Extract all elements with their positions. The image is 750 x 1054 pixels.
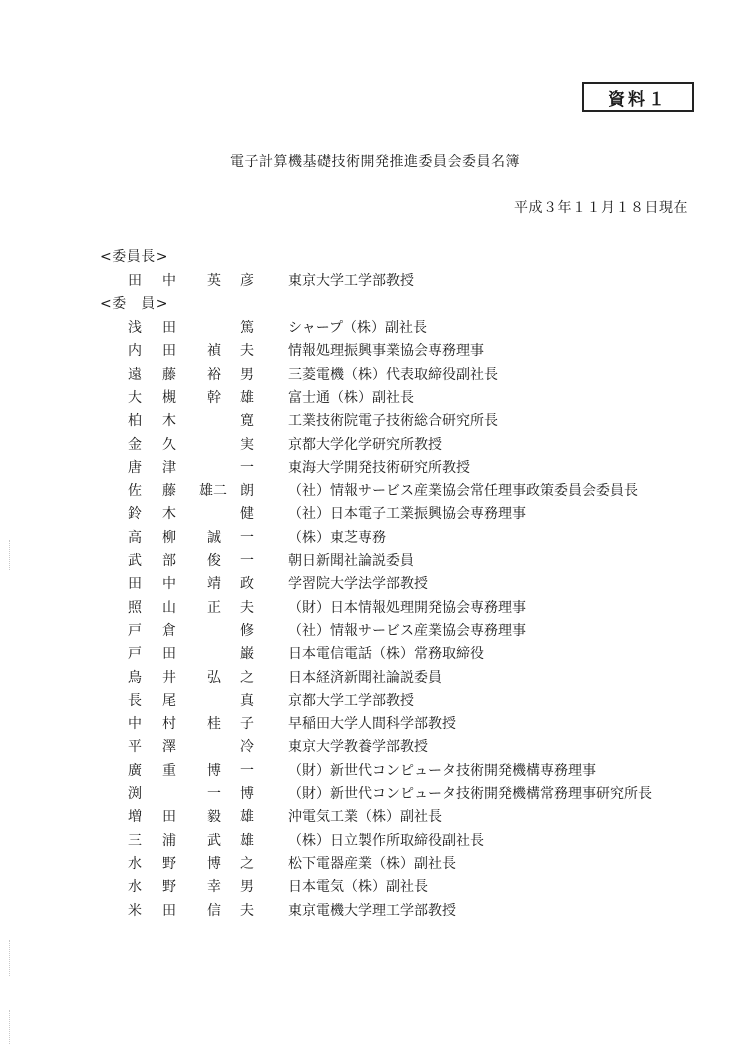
name-part: 田 — [162, 809, 176, 826]
name-part: 米 — [128, 902, 142, 919]
name-part: 修 — [240, 622, 254, 639]
name-part: 幸 — [207, 879, 221, 896]
member-row — [0, 736, 750, 759]
name-part: 夫 — [240, 599, 254, 616]
name-part: 健 — [240, 506, 254, 523]
name-part: 野 — [162, 879, 176, 896]
name-part: 俊 — [207, 553, 221, 569]
name-part: 禎 — [207, 343, 221, 360]
affiliation: （株）東芝専務 — [288, 529, 386, 546]
member-row — [0, 620, 750, 643]
name-part: 一 — [240, 459, 254, 476]
member-row — [0, 853, 750, 876]
members-heading: <委 員> — [100, 296, 168, 312]
affiliation: 朝日新聞社論説委員 — [288, 553, 414, 569]
name-part: 夫 — [240, 343, 254, 360]
member-row — [0, 364, 750, 387]
name-part: 水 — [128, 879, 142, 896]
name-part: 野 — [162, 855, 176, 872]
affiliation: 学習院大学法学部教授 — [288, 576, 428, 593]
name-part: 内 — [128, 343, 142, 360]
name-part: 弘 — [207, 669, 221, 686]
member-row — [0, 387, 750, 410]
affiliation: 早稲田大学人間科学部教授 — [288, 716, 456, 733]
name-part: 毅 — [207, 809, 221, 826]
affiliation: 東京電機大学理工学部教授 — [288, 902, 456, 919]
name-part: 英 — [207, 273, 221, 289]
name-part: 田 — [162, 902, 176, 919]
name-part: 柳 — [162, 529, 176, 546]
name-part: 村 — [162, 716, 176, 733]
name-part: 遠 — [128, 366, 142, 383]
name-part: 武 — [128, 553, 142, 569]
name-part: 一 — [240, 762, 254, 779]
scan-margin-mark — [9, 940, 12, 976]
name-part: 唐 — [128, 459, 142, 476]
name-part: 之 — [240, 855, 254, 872]
name-part: 木 — [162, 506, 176, 523]
affiliation: 東京大学工学部教授 — [288, 273, 414, 289]
name-part: 雄 — [240, 389, 254, 406]
member-row — [0, 876, 750, 899]
name-part: 藤 — [162, 483, 176, 500]
document-label: 資料１ — [582, 82, 694, 112]
member-row — [0, 550, 750, 573]
name-part: 中 — [162, 273, 176, 289]
affiliation: 日本電気（株）副社長 — [288, 879, 428, 896]
name-part: 正 — [207, 599, 221, 616]
member-row — [0, 480, 750, 503]
name-part: 田 — [162, 343, 176, 360]
name-part: 彦 — [240, 273, 254, 289]
name-part: 男 — [240, 879, 254, 896]
name-part: 一 — [207, 786, 221, 802]
name-part: 藤 — [162, 366, 176, 383]
member-row — [0, 690, 750, 713]
name-part: 田 — [128, 273, 142, 289]
name-part: 男 — [240, 366, 254, 383]
affiliation: （株）日立製作所取締役副社長 — [288, 832, 484, 849]
scan-margin-mark — [9, 540, 12, 570]
member-row — [0, 806, 750, 829]
name-part: 誠 — [207, 529, 221, 546]
member-row — [0, 457, 750, 480]
affiliation: （財）新世代コンピュータ技術開発機構常務理事研究所長 — [288, 786, 652, 802]
name-part: 渕 — [128, 786, 142, 802]
affiliation: 工業技術院電子技術総合研究所長 — [288, 413, 498, 430]
affiliation: 京都大学化学研究所教授 — [288, 436, 442, 453]
name-part: 靖 — [207, 576, 221, 593]
name-part: 真 — [240, 692, 254, 709]
member-row — [0, 573, 750, 596]
name-part: 戸 — [128, 622, 142, 639]
chair-heading: <委員長> — [100, 249, 168, 265]
name-part: 裕 — [207, 366, 221, 383]
name-part: 田 — [162, 320, 176, 336]
member-row — [0, 783, 750, 806]
name-part: 水 — [128, 855, 142, 872]
affiliation: 東京大学教養学部教授 — [288, 739, 428, 756]
affiliation: 日本経済新聞社論説委員 — [288, 669, 442, 686]
affiliation: （社）情報サービス産業協会常任理事政策委員会委員長 — [288, 483, 638, 500]
name-part: 夫 — [240, 902, 254, 919]
name-part: 之 — [240, 669, 254, 686]
name-part: 博 — [240, 786, 254, 802]
name-part: 尾 — [162, 692, 176, 709]
name-part: 倉 — [162, 622, 176, 639]
name-part: 平 — [128, 739, 142, 756]
name-part: 山 — [162, 599, 176, 616]
name-part: 金 — [128, 436, 142, 453]
scan-margin-mark — [9, 1010, 12, 1044]
name-part: 政 — [240, 576, 254, 593]
name-part: 重 — [162, 762, 176, 779]
name-part: 澤 — [162, 739, 176, 756]
name-part: 朗 — [240, 483, 254, 500]
affiliation: 京都大学工学部教授 — [288, 692, 414, 709]
name-part: 冷 — [240, 739, 254, 756]
name-part: 浅 — [128, 320, 142, 336]
name-part: 廣 — [128, 762, 142, 779]
member-row — [0, 527, 750, 550]
member-row — [0, 830, 750, 853]
name-part: 鈴 — [128, 506, 142, 523]
document-title: 電子計算機基礎技術開発推進委員会委員名簿 — [230, 154, 520, 170]
name-part: 井 — [162, 669, 176, 686]
name-part: 一 — [240, 529, 254, 546]
name-part: 田 — [128, 576, 142, 593]
name-part: 照 — [128, 599, 142, 616]
name-part: 幹 — [207, 389, 221, 406]
chair-row — [0, 270, 750, 293]
affiliation: 情報処理振興事業協会専務理事 — [288, 343, 484, 360]
affiliation: 沖電気工業（株）副社長 — [288, 809, 442, 826]
name-part: 武 — [207, 832, 221, 849]
member-row — [0, 434, 750, 457]
name-part: 雄 — [240, 809, 254, 826]
name-part: 中 — [128, 716, 142, 733]
name-part: 佐 — [128, 483, 142, 500]
affiliation: 東海大学開発技術研究所教授 — [288, 459, 470, 476]
name-part: 中 — [162, 576, 176, 593]
member-row — [0, 667, 750, 690]
member-row — [0, 713, 750, 736]
member-row — [0, 317, 750, 340]
member-row — [0, 760, 750, 783]
member-row — [0, 643, 750, 666]
name-part: 長 — [128, 692, 142, 709]
member-row — [0, 410, 750, 433]
name-part: 槻 — [162, 389, 176, 406]
affiliation: シャープ（株）副社長 — [288, 320, 428, 336]
member-row — [0, 597, 750, 620]
name-part: 部 — [162, 553, 176, 569]
member-row — [0, 900, 750, 923]
affiliation: 松下電器産業（株）副社長 — [288, 855, 456, 872]
name-part: 三 — [128, 832, 142, 849]
name-part: 寛 — [240, 413, 254, 430]
name-part: 子 — [240, 716, 254, 733]
affiliation: 富士通（株）副社長 — [288, 389, 414, 406]
name-part: 大 — [128, 389, 142, 406]
name-part: 鳥 — [128, 669, 142, 686]
name-part: 津 — [162, 459, 176, 476]
name-part: 久 — [162, 436, 176, 453]
affiliation: 三菱電機（株）代表取締役副社長 — [288, 366, 498, 383]
affiliation: （財）新世代コンピュータ技術開発機構専務理事 — [288, 762, 596, 779]
affiliation: （社）日本電子工業振興協会専務理事 — [288, 506, 526, 523]
name-part: 雄二 — [199, 483, 227, 500]
name-part: 篤 — [240, 320, 254, 336]
name-part: 一 — [240, 553, 254, 569]
name-part: 柏 — [128, 413, 142, 430]
member-row — [0, 340, 750, 363]
name-part: 博 — [207, 762, 221, 779]
name-part: 博 — [207, 855, 221, 872]
name-part: 戸 — [128, 646, 142, 663]
member-row — [0, 503, 750, 526]
name-part: 高 — [128, 529, 142, 546]
name-part: 雄 — [240, 832, 254, 849]
name-part: 増 — [128, 809, 142, 826]
name-part: 田 — [162, 646, 176, 663]
name-part: 浦 — [162, 832, 176, 849]
name-part: 桂 — [207, 716, 221, 733]
name-part: 木 — [162, 413, 176, 430]
affiliation: （財）日本情報処理開発協会専務理事 — [288, 599, 526, 616]
affiliation: （社）情報サービス産業協会専務理事 — [288, 622, 526, 639]
name-part: 実 — [240, 436, 254, 453]
name-part: 巌 — [240, 646, 254, 663]
name-part: 信 — [207, 902, 221, 919]
as-of-date: 平成３年１１月１８日現在 — [514, 200, 688, 216]
affiliation: 日本電信電話（株）常務取締役 — [288, 646, 484, 663]
